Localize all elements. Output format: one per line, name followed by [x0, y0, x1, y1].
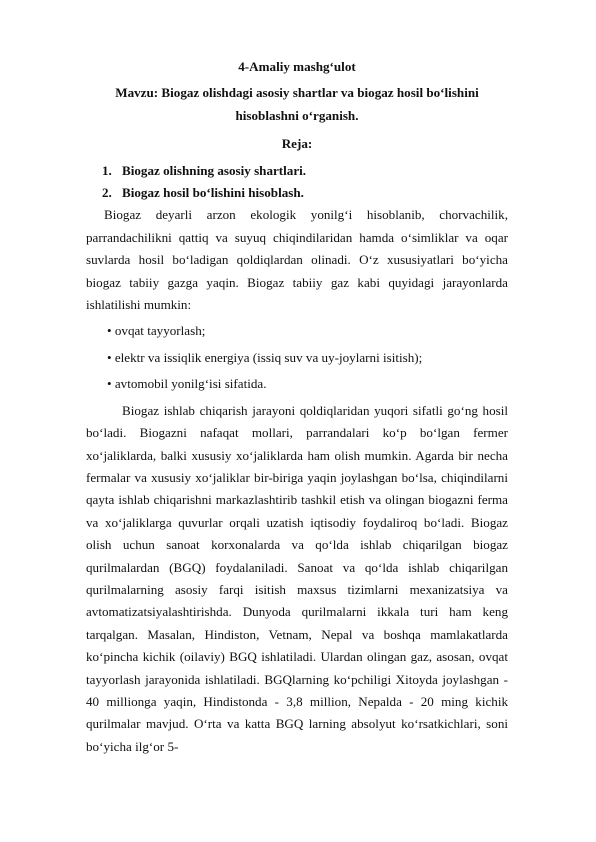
bullet-item: • elektr va issiqlik energiya (issiq suv va uy-joylarni isitish); [107, 349, 423, 365]
plan-item-text: Biogaz olishning asosiy shartlari. [122, 162, 307, 178]
paragraph-intro: Biogaz deyarli arzon ekologik yonilg‘i hisoblanib, chorvachilik, parrandachilikni qattiq va suyuq chiqindilaridan hamda o‘simliklar va oqar suvlarda hosil bo‘ladigan qoldiqlardan olinadi. O‘z xususiyatlari bo‘yicha biogaz tabiiy gazga yaqin. Biogaz tabiiy gaz kabi quyidagi jarayonlarda ishlatilishi mumkin: [86, 207, 508, 313]
plan-item [86, 182, 508, 204]
plan-item-number: 1. [102, 162, 112, 178]
plan-list [86, 160, 508, 205]
plan-heading: Reja: [281, 136, 313, 152]
document-page [86, 56, 508, 758]
bullet-item: • avtomobil yonilg‘isi sifatida. [107, 376, 267, 392]
document-title: 4-Amaliy mashg‘ulot [238, 59, 356, 74]
plan-item [86, 160, 508, 182]
paragraph-main: Biogaz ishlab chiqarish jarayoni qoldiqlaridan yuqori sifatli go‘ng hosil bo‘ladi. Biogazni nafaqat mollari, parrandalari ko‘p bo‘lgan fermer xo‘jaliklarda, balki xususiy xo‘jaliklarda ham olish mumkin. Agarda bir necha fermalar va xususiy xo‘jaliklar bir-biriga yaqin joylashgan bo‘lsa, chiqindilarni qayta ishlab chiqarishni markazlashtirib tashkil etish va olingan biogazni ferma va xo‘jaliklarga quvurlar orqali uzatish iqtisodiy foydaliroq bo‘ladi. Biogaz olish uchun sanoat korxonalarda va qo‘lda ishlab chiqarilgan biogaz qurilmalardan (BGQ) foydalaniladi. Sanoat va qo‘lda ishlab chiqarilgan qurilmalarning asosiy farqi isitish maxsus tizimlarni mexanizatsiya va avtomatizatsiyalashtirishda. Dunyoda qurilmalarni ikkala turi ham keng tarqalgan. Masalan, Hindiston, Vetnam, Nepal va boshqa mamlakatlarda ko‘pincha kichik (oilaviy) BGQ ishlatiladi. Ulardan olingan gaz, asosan, ovqat tayyorlash jarayonida ishlatiladi. BGQlarning ko‘pchiligi Xitoyda joylashgan - 40 millionga yaqin, Hindistonda - 3,8 million, Nepalda - 20 ming kichik qurilmalar mavjud. O‘rta va katta BGQ larning absolyut ko‘rsatkichlari, soni bo‘yicha ilg‘or 5- [86, 402, 508, 754]
bullet-item: • ovqat tayyorlash; [107, 323, 206, 339]
plan-item-number: 2. [102, 185, 112, 201]
plan-item-text: Biogaz hosil bo‘lishini hisoblash. [122, 185, 304, 201]
document-subtitle: Mavzu: Biogaz olishdagi asosiy shartlar va biogaz hosil bo‘lishini hisoblashni o‘rganish. [115, 85, 479, 123]
